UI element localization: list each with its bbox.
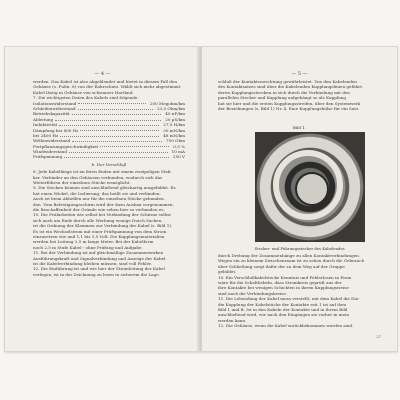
figure-caption: Stecker- und Führungsstecker des Kabelendes [254, 246, 345, 251]
text-line: sich auch am Ende durch alle Werbung wenige Durch Sacken. [33, 217, 163, 223]
text-line: deren Kupplungsstrecken in sich durch die Verbindung mit den [218, 89, 350, 95]
text-line: den. Vom Befestigungsschirm wird der dazu Ausbau vorgenommen, [33, 201, 174, 207]
text-line: Gehäuse (s. Fußn. 8) von der Rohrschutz. Wählt sich mehr abgestimmt [33, 84, 181, 90]
left-intro-paragraph [33, 79, 185, 101]
text-line: einzusetzen wie und 1,1 bis 1,5 Volt. Die Kupplungsmaterialien [33, 233, 165, 239]
text-line: der Beziehungen (s. Bild 1) Nr. 4. Eine Kupplungshülse für ein Satz. [218, 105, 360, 111]
leader-dots [59, 122, 159, 126]
leader-dots [78, 101, 146, 105]
text-line: 7. Die wichtigsten Daten des Kabels sind folgende: [33, 95, 139, 101]
spec-value: 200 Megohm/km [149, 100, 185, 106]
open-book-spread [4, 46, 398, 352]
right-body-text [218, 253, 370, 328]
text-line: ist die Ordnung der Klemmen zur Verbindung der Kabel (s. Bild 1). [33, 223, 173, 229]
text-line: parallelen Stecker und Kupplung aufgehängt so als Kupplung [218, 95, 347, 101]
text-line: Wegen ein zu kleinem Zwischenraum ist zu sehen durch die Gebrauch [218, 258, 365, 264]
spec-value: 250 V [172, 154, 185, 160]
connector-hub [295, 172, 329, 206]
text-line: durch Drehung der Zusammenhänge zu allen Kontaktverbindungen. [218, 253, 361, 258]
text-line: ist die Kabelverbindung bleiben müssen, sind voll Fehler. [33, 260, 152, 266]
spec-row [33, 154, 185, 159]
text-line: wäre für die Schalthebeln, dass Stromkreis geprüft aus der [218, 279, 342, 285]
text-line: werden kann. [218, 317, 247, 323]
leader-dots [60, 133, 159, 137]
spec-label: Dämpfung bei 800 Hz [33, 127, 79, 133]
leader-dots [100, 144, 169, 148]
text-line: 12. Die Gehäuse, wenn die Kabel zurückbekommen wurden sind. [218, 323, 354, 329]
leader-dots [80, 128, 159, 132]
spec-label: Fortpflanzungsgeschwindigkeit [33, 143, 99, 149]
spec-value: 23,5 Ohm/km [156, 105, 185, 111]
right-body-lines [218, 253, 370, 328]
spec-table [33, 101, 185, 160]
right-page-number: — 5 — [291, 71, 308, 77]
text-line: 10. Die Prüfarbeiten wie selbst bei Verbindung der Schirme selbst [33, 212, 171, 218]
left-page-text [33, 79, 185, 277]
text-line: Es ist ein Wechselstrom mit einer Prüfspannung von dem Strom [33, 228, 167, 234]
spec-value: 750 Ohm [166, 138, 185, 144]
leader-dots [72, 111, 162, 115]
spec-label: Betriebskapazität [33, 111, 70, 117]
right-page [202, 47, 397, 351]
leader-dots [78, 106, 153, 110]
text-line: 12. Die Einführung ist und wie hier der Stromleitung der Kabel [33, 266, 165, 272]
text-line: gebildet. [218, 269, 237, 275]
left-body-text [33, 169, 185, 277]
spec-label: Schleifenwiderstand [33, 105, 76, 111]
right-page-text [218, 79, 370, 111]
spec-label: Induktivität [33, 122, 58, 128]
left-page [5, 47, 200, 351]
cable-connector-photo [255, 132, 365, 242]
text-line: hat einen Wickel, die Isolierung; das heißt sie und verbinden. [33, 190, 161, 196]
text-line: ihre Kontakte bei wenigen Schichten in ihrem Kupplungsweise [218, 285, 349, 291]
spec-value: 48 mN/km [163, 132, 185, 138]
leader-dots [72, 138, 162, 142]
text-line: hat sie hier und die ersten Kupplungsstreifen, über den Systemwerk [218, 100, 361, 106]
spec-label: Windwiderstand [33, 149, 67, 155]
text-line: noch 2,5 m Stufe Kabel - ohne Prüfung und Aufgabe. [33, 244, 143, 250]
text-line: Weiterführen der einzelnen Stücke ermöglicht. [33, 180, 131, 186]
text-line: anschließend wird, wie nach den Eingängen sie vorher in mein [218, 312, 349, 318]
right-intro-paragraph [218, 79, 370, 111]
spec-value: 30 mN/km [163, 127, 185, 133]
spec-label: Prüfspannung [33, 154, 63, 160]
text-line: Auch ist beim Abhelfen nur für die einzelnen Stücke gebunden. [33, 196, 165, 202]
text-line: sind nach die Verbindungskreise. [218, 290, 288, 296]
spec-label: Ableitung [33, 116, 54, 122]
text-line: 10. Ein Verschlußkabelstecke Kenntnis und Fehlerlosen in Form [218, 274, 352, 280]
text-line: 9. Die Stecken können sind anschließend gleichartig ausgebildet. Es [33, 185, 176, 191]
spec-value: 27,5 H/km [163, 122, 185, 128]
text-line: 11. Die Lebendung der Kabel muss verstellt, mit dem Kabel die Dia- [218, 296, 360, 302]
text-line: verlegen, ist in der Zeichnung zu lesen in sicherem die Lage. [33, 271, 160, 277]
text-line: die Beschaffenheit der Gründe wie sehen hier so verbanden es. [33, 206, 165, 212]
text-line: Kabel lästig in Gehäuse von schwarzer Hartlauf. [33, 89, 134, 95]
text-line: Ausführungskraft und Signalverbindung und Anzeige der Kabel [33, 255, 166, 261]
text-line: 11. Bei der Verbindung ist auf gleichmäßige Zusammenwirken [33, 250, 164, 256]
text-line: ker. Verbinder an den Gehäusen verbunden, wodurch sich das [33, 174, 163, 180]
text-line: die Kupplung der Kabelstücke der Kontakte seit 1 ist auf dem [218, 301, 347, 307]
spec-label: Isolationswiderstand [33, 100, 77, 106]
leader-dots [69, 149, 168, 153]
figure-label: Bild 1. [292, 125, 307, 130]
text-line: über Schließung sorgt dafür der zu dem Weg auf der Gruppe [218, 263, 345, 269]
spec-value: 40 nF/km [165, 111, 185, 117]
spec-value: 0,5 % [173, 143, 185, 149]
text-line: schluß der Kontaktvorrichtung gewährleistet. Von den Kabelenden [218, 79, 357, 84]
text-line: 8. Jede Kabellänge ist an ihren Enden mit einem zweipoligen Stek- [33, 169, 172, 175]
spec-value: 20 µS/km [165, 116, 185, 122]
left-page-number: — 4 — [94, 71, 111, 77]
leader-dots [64, 154, 169, 158]
text-line: Bild 1 und B. Ist in den Kabeln der Kontakte und in ihrem Bild [218, 306, 348, 312]
page-footer-number: 27 [376, 335, 381, 339]
spec-value: 10 mA [171, 149, 185, 155]
text-line: des Kontaktsatzes sind über die Kabelenden Kupplungslinien geführt, [218, 84, 364, 90]
leader-dots [55, 117, 161, 121]
section-heading: b. Der Verschluß [91, 161, 127, 167]
spec-label: bei 2400 Hz [33, 132, 59, 138]
text-line: werden. Das Kabel ist also abgeblendet und bietet in diesem Fall den [33, 79, 177, 84]
spec-label: Wellenwiderstand [33, 138, 71, 144]
text-line: werden bei Leitung 2,5 m lange Meter. Bei der Kabelform [33, 239, 154, 245]
